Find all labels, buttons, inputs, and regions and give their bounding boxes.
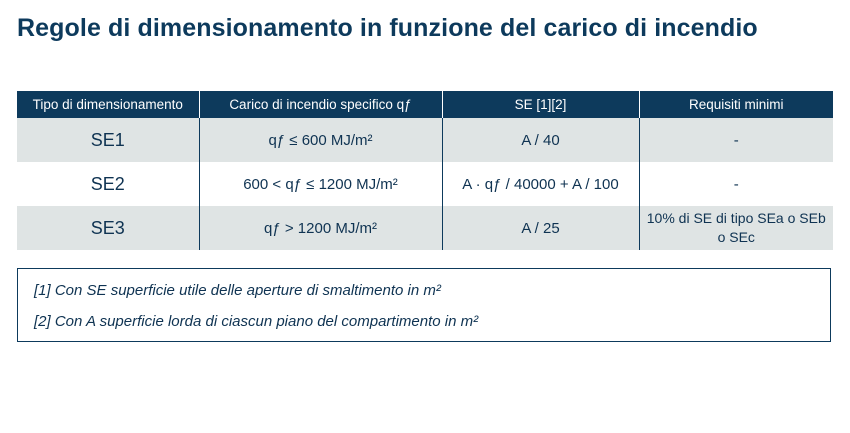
dimensioning-table xyxy=(17,91,833,250)
column-header-tipo: Tipo di dimensionamento xyxy=(17,91,199,118)
cell-se: A · qƒ / 40000 + A / 100 xyxy=(442,162,639,206)
cell-se: A / 25 xyxy=(442,206,639,250)
footnote-1: [1] Con SE superficie utile delle aperture di smaltimento in m² xyxy=(34,282,441,299)
table-row xyxy=(17,206,833,250)
cell-requisiti: - xyxy=(639,162,833,206)
cell-requisiti: - xyxy=(639,118,833,162)
table-row xyxy=(17,162,833,206)
footnotes-box xyxy=(17,268,831,342)
table-header-row xyxy=(17,91,833,118)
table-row xyxy=(17,118,833,162)
page-title: Regole di dimensionamento in funzione del carico di incendio xyxy=(17,14,758,42)
cell-requisiti: 10% di SE di tipo SEa o SEb o SEc xyxy=(639,206,833,250)
cell-se: A / 40 xyxy=(442,118,639,162)
cell-tipo: SE1 xyxy=(17,118,199,162)
cell-carico: 600 < qƒ ≤ 1200 MJ/m² xyxy=(199,162,442,206)
column-header-se: SE [1][2] xyxy=(442,91,639,118)
column-header-requisiti: Requisiti minimi xyxy=(639,91,833,118)
cell-tipo: SE3 xyxy=(17,206,199,250)
cell-tipo: SE2 xyxy=(17,162,199,206)
cell-carico: qƒ ≤ 600 MJ/m² xyxy=(199,118,442,162)
column-header-carico: Carico di incendio specifico qƒ xyxy=(199,91,442,118)
cell-carico: qƒ > 1200 MJ/m² xyxy=(199,206,442,250)
footnote-2: [2] Con A superficie lorda di ciascun piano del compartimento in m² xyxy=(34,313,479,330)
